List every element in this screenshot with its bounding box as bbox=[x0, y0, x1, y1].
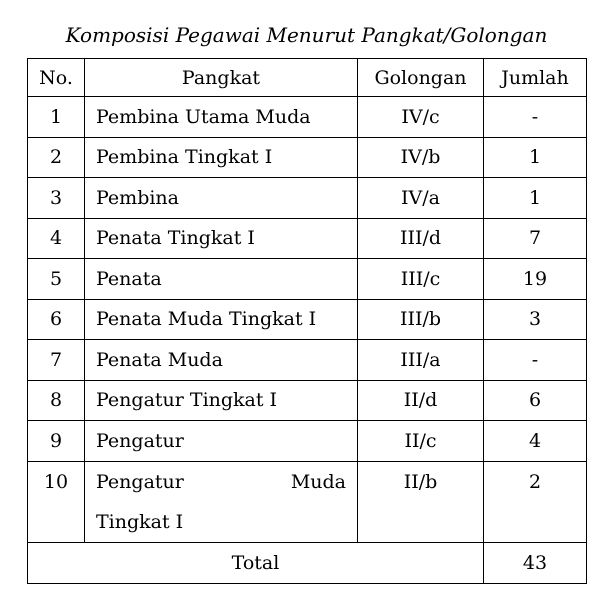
table-row bbox=[28, 380, 587, 421]
cell-golongan: III/a bbox=[358, 340, 484, 381]
table-row bbox=[28, 218, 587, 259]
total-jumlah: 43 bbox=[484, 542, 587, 583]
cell-no: 5 bbox=[28, 259, 85, 300]
cell-golongan: IV/c bbox=[358, 97, 484, 138]
table-row bbox=[28, 421, 587, 462]
table-row bbox=[28, 259, 587, 300]
cell-pangkat: Penata Tingkat I bbox=[85, 218, 358, 259]
cell-no: 8 bbox=[28, 380, 85, 421]
cell-jumlah: 6 bbox=[484, 380, 587, 421]
cell-no: 6 bbox=[28, 299, 85, 340]
cell-jumlah: 19 bbox=[484, 259, 587, 300]
cell-no: 2 bbox=[28, 137, 85, 178]
table-row bbox=[28, 461, 587, 542]
cell-pangkat: Penata Muda Tingkat I bbox=[85, 299, 358, 340]
header-no: No. bbox=[28, 59, 85, 97]
cell-no: 9 bbox=[28, 421, 85, 462]
cell-pangkat bbox=[85, 461, 358, 542]
cell-pangkat: Pembina Utama Muda bbox=[85, 97, 358, 138]
cell-jumlah: 7 bbox=[484, 218, 587, 259]
cell-golongan: II/b bbox=[358, 461, 484, 542]
table-title: Komposisi Pegawai Menurut Pangkat/Golongan bbox=[65, 23, 548, 47]
table-row bbox=[28, 178, 587, 219]
cell-golongan: IV/a bbox=[358, 178, 484, 219]
cell-jumlah: 3 bbox=[484, 299, 587, 340]
cell-jumlah: 4 bbox=[484, 421, 587, 462]
cell-pangkat: Pengatur bbox=[85, 421, 358, 462]
header-golongan: Golongan bbox=[358, 59, 484, 97]
cell-no: 1 bbox=[28, 97, 85, 138]
cell-jumlah: 1 bbox=[484, 137, 587, 178]
cell-golongan: II/c bbox=[358, 421, 484, 462]
cell-pangkat: Penata Muda bbox=[85, 340, 358, 381]
cell-golongan: III/d bbox=[358, 218, 484, 259]
cell-golongan: IV/b bbox=[358, 137, 484, 178]
total-label: Total bbox=[28, 542, 484, 583]
cell-pangkat-line-1: Pengatur Muda bbox=[96, 470, 346, 493]
header-row bbox=[28, 59, 587, 97]
cell-jumlah: 1 bbox=[484, 178, 587, 219]
cell-no: 3 bbox=[28, 178, 85, 219]
table-row bbox=[28, 299, 587, 340]
cell-pangkat: Penata bbox=[85, 259, 358, 300]
cell-golongan: II/d bbox=[358, 380, 484, 421]
komposisi-table bbox=[27, 58, 587, 584]
cell-no: 10 bbox=[28, 461, 85, 542]
cell-pangkat: Pembina Tingkat I bbox=[85, 137, 358, 178]
total-row bbox=[28, 542, 587, 583]
cell-jumlah: - bbox=[484, 97, 587, 138]
cell-golongan: III/c bbox=[358, 259, 484, 300]
cell-golongan: III/b bbox=[358, 299, 484, 340]
table-row bbox=[28, 97, 587, 138]
cell-pangkat: Pembina bbox=[85, 178, 358, 219]
cell-pangkat-line-2: Tingkat I bbox=[96, 510, 184, 533]
header-pangkat: Pangkat bbox=[85, 59, 358, 97]
cell-no: 7 bbox=[28, 340, 85, 381]
cell-jumlah: - bbox=[484, 340, 587, 381]
header-jumlah: Jumlah bbox=[484, 59, 587, 97]
cell-jumlah: 2 bbox=[484, 461, 587, 542]
table-row bbox=[28, 340, 587, 381]
table-row bbox=[28, 137, 587, 178]
cell-pangkat: Pengatur Tingkat I bbox=[85, 380, 358, 421]
cell-no: 4 bbox=[28, 218, 85, 259]
